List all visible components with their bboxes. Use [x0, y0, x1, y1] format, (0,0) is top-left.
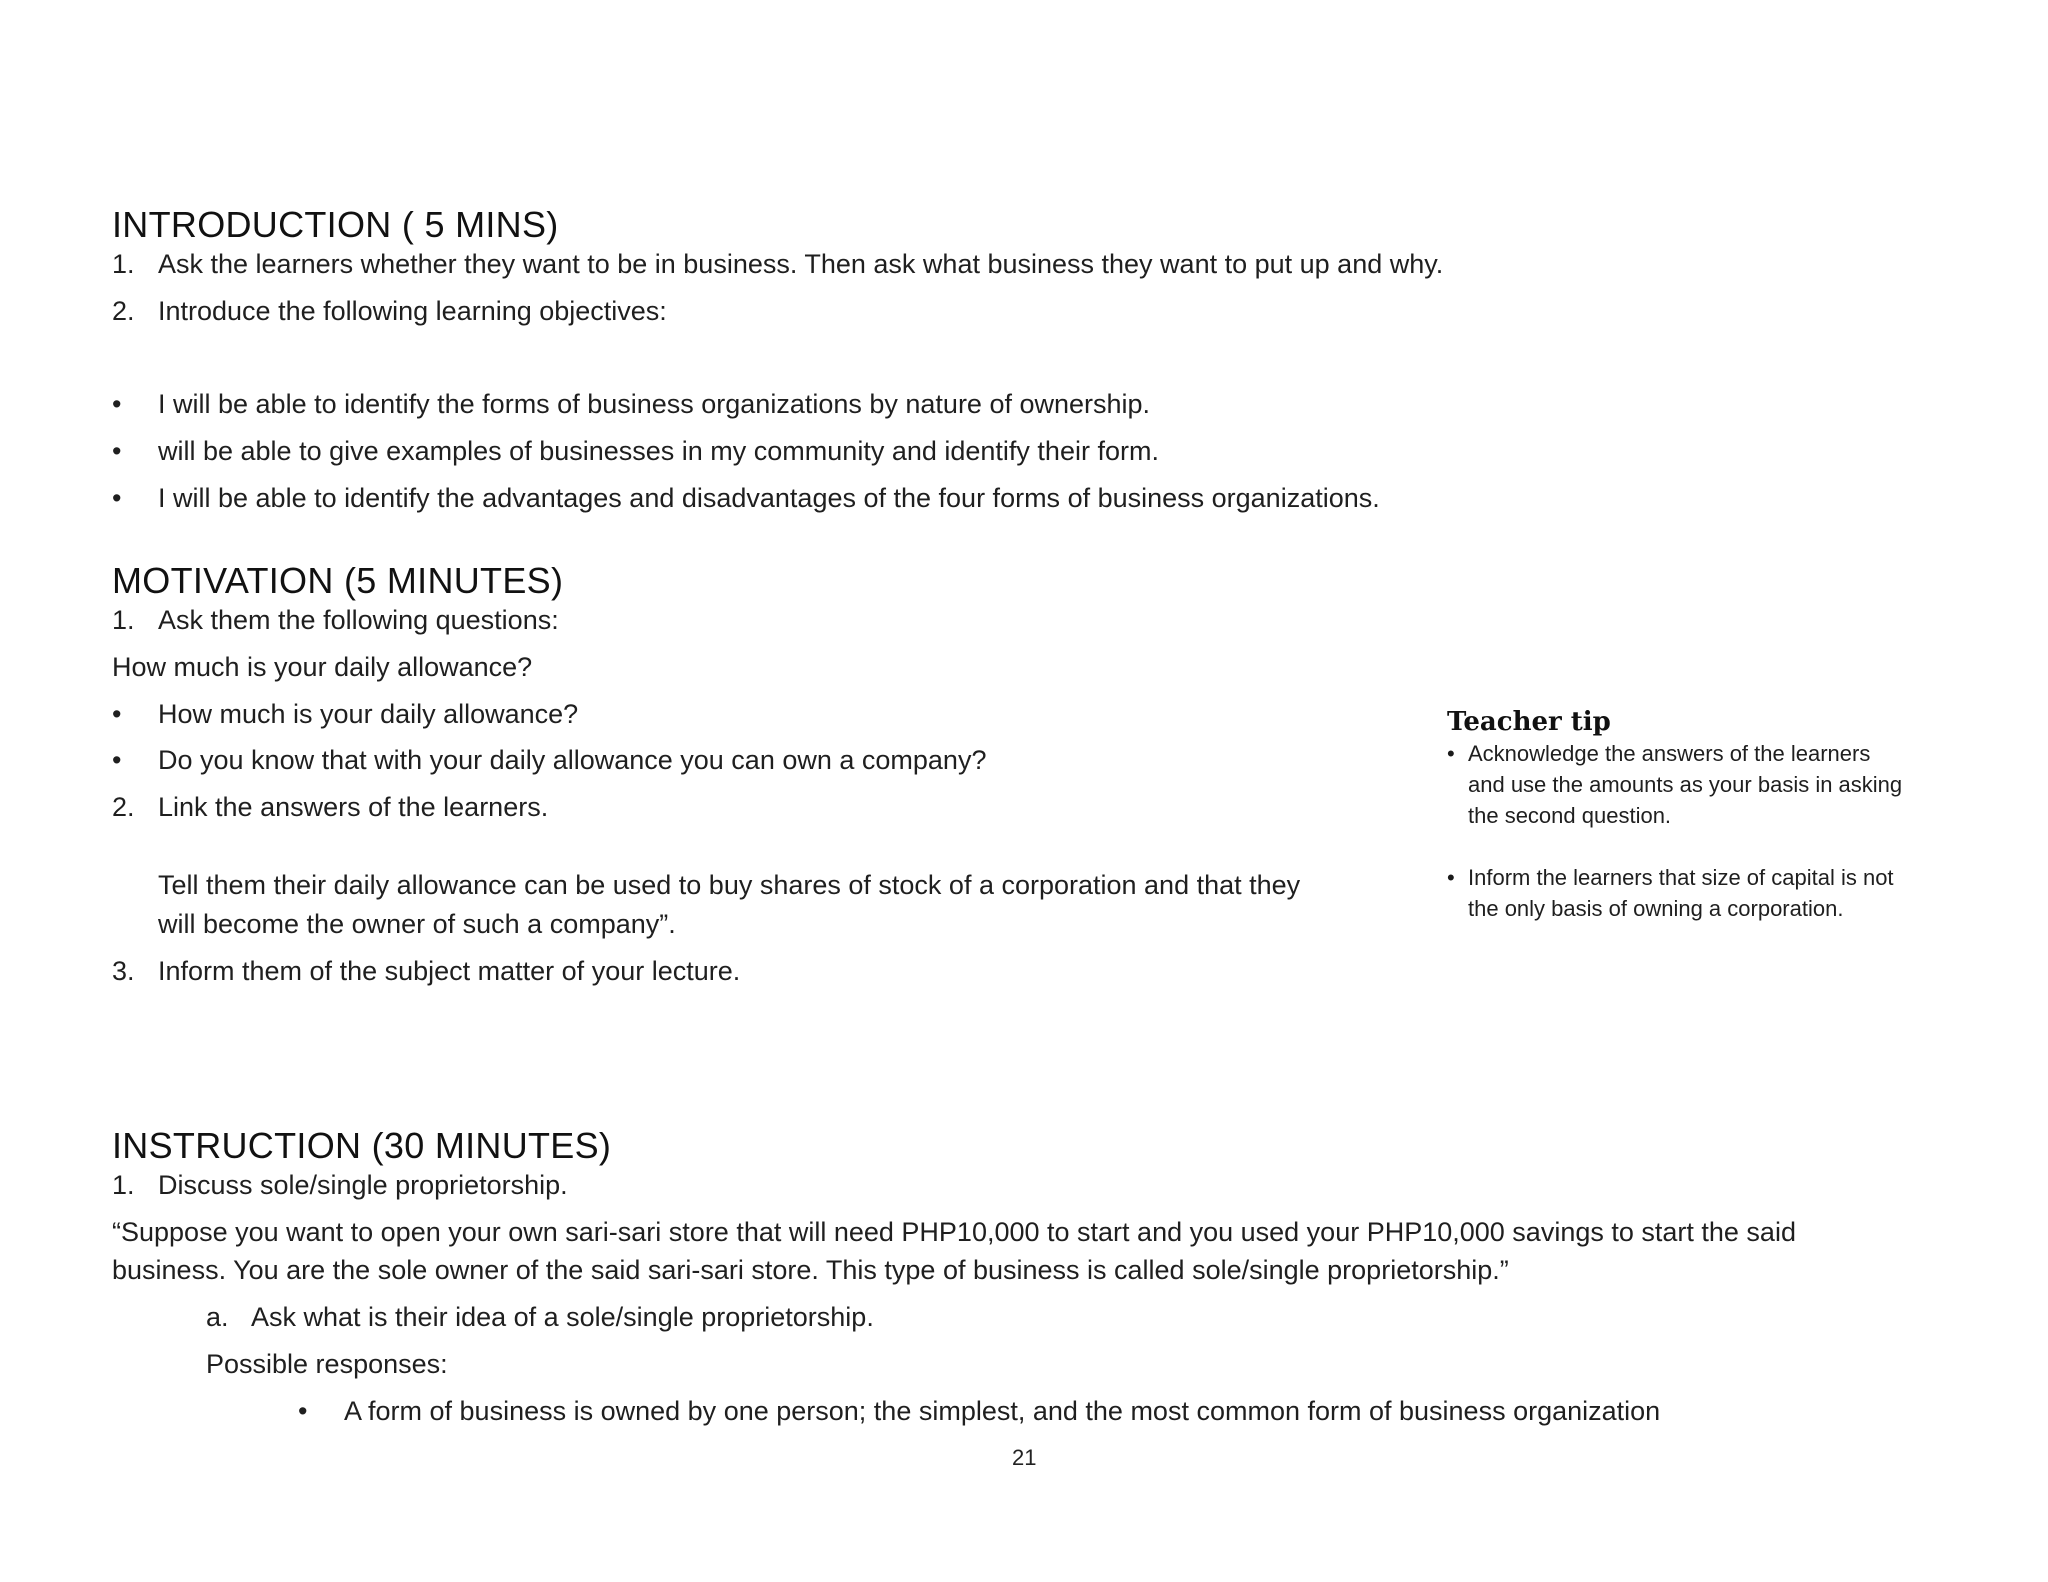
instruction-quote-line-1: “Suppose you want to open your own sari-sari store that will need PHP10,000 to start and you used your PHP10,000 savings to start the said [112, 1217, 1796, 1247]
objective-text: I will be able to identify the advantages and disadvantages of the four forms of business organizations. [158, 483, 1380, 513]
step-text: Inform them of the subject matter of your lecture. [158, 956, 741, 986]
motivation-question-plain: How much is your daily allowance? [112, 652, 533, 682]
objective-text: I will be able to identify the forms of business organizations by nature of ownership. [158, 389, 1151, 419]
bullet-icon: • [112, 389, 122, 419]
tip-line: the second question. [1468, 803, 1672, 828]
objective-text: will be able to give examples of businesses in my community and identify their form. [158, 436, 1159, 466]
motivation-heading: MOTIVATION (5 MINUTES) [112, 560, 564, 601]
bullet-icon: • [298, 1396, 308, 1426]
teacher-tip-title: Teacher tip [1447, 707, 1611, 737]
tip-line: the only basis of owning a corporation. [1468, 896, 1844, 921]
sub-step-text: Ask what is their idea of a sole/single proprietorship. [251, 1302, 874, 1332]
tip-line: Acknowledge the answers of the learners [1468, 741, 1871, 766]
page-number: 21 [1012, 1445, 1037, 1470]
step-text: Discuss sole/single proprietorship. [158, 1170, 568, 1200]
bullet-icon: • [112, 745, 122, 775]
tip-line: and use the amounts as your basis in asking [1468, 772, 1903, 797]
step-number: 1. [112, 605, 135, 635]
bullet-icon: • [1447, 865, 1455, 890]
step-2-detail-line-1: Tell them their daily allowance can be used to buy shares of stock of a corporation and that they [158, 870, 1301, 900]
step-number: 2. [112, 296, 135, 326]
question-text: How much is your daily allowance? [158, 699, 579, 729]
bullet-icon: • [112, 699, 122, 729]
step-number: 1. [112, 1170, 135, 1200]
step-2-detail-line-2: will become the owner of such a company”. [158, 909, 676, 939]
step-number: 1. [112, 249, 135, 279]
bullet-icon: • [112, 436, 122, 466]
step-text: Ask them the following questions: [158, 605, 559, 635]
tip-line: Inform the learners that size of capital is not [1468, 865, 1894, 890]
bullet-icon: • [112, 483, 122, 513]
instruction-heading: INSTRUCTION (30 MINUTES) [112, 1125, 612, 1166]
step-text: Ask the learners whether they want to be in business. Then ask what business they want to put up and why. [158, 249, 1444, 279]
introduction-heading: INTRODUCTION ( 5 MINS) [112, 204, 559, 245]
step-text: Introduce the following learning objectives: [158, 296, 667, 326]
question-text: Do you know that with your daily allowance you can own a company? [158, 745, 987, 775]
step-text: Link the answers of the learners. [158, 792, 549, 822]
step-number: 3. [112, 956, 135, 986]
step-number: 2. [112, 792, 135, 822]
bullet-icon: • [1447, 741, 1455, 766]
response-text: A form of business is owned by one person; the simplest, and the most common form of business organization [344, 1396, 1661, 1426]
possible-responses-label: Possible responses: [206, 1349, 448, 1379]
instruction-quote-line-2: business. You are the sole owner of the said sari-sari store. This type of business is called sole/single proprietorship.” [112, 1255, 1509, 1285]
sub-step-letter: a. [206, 1302, 229, 1332]
